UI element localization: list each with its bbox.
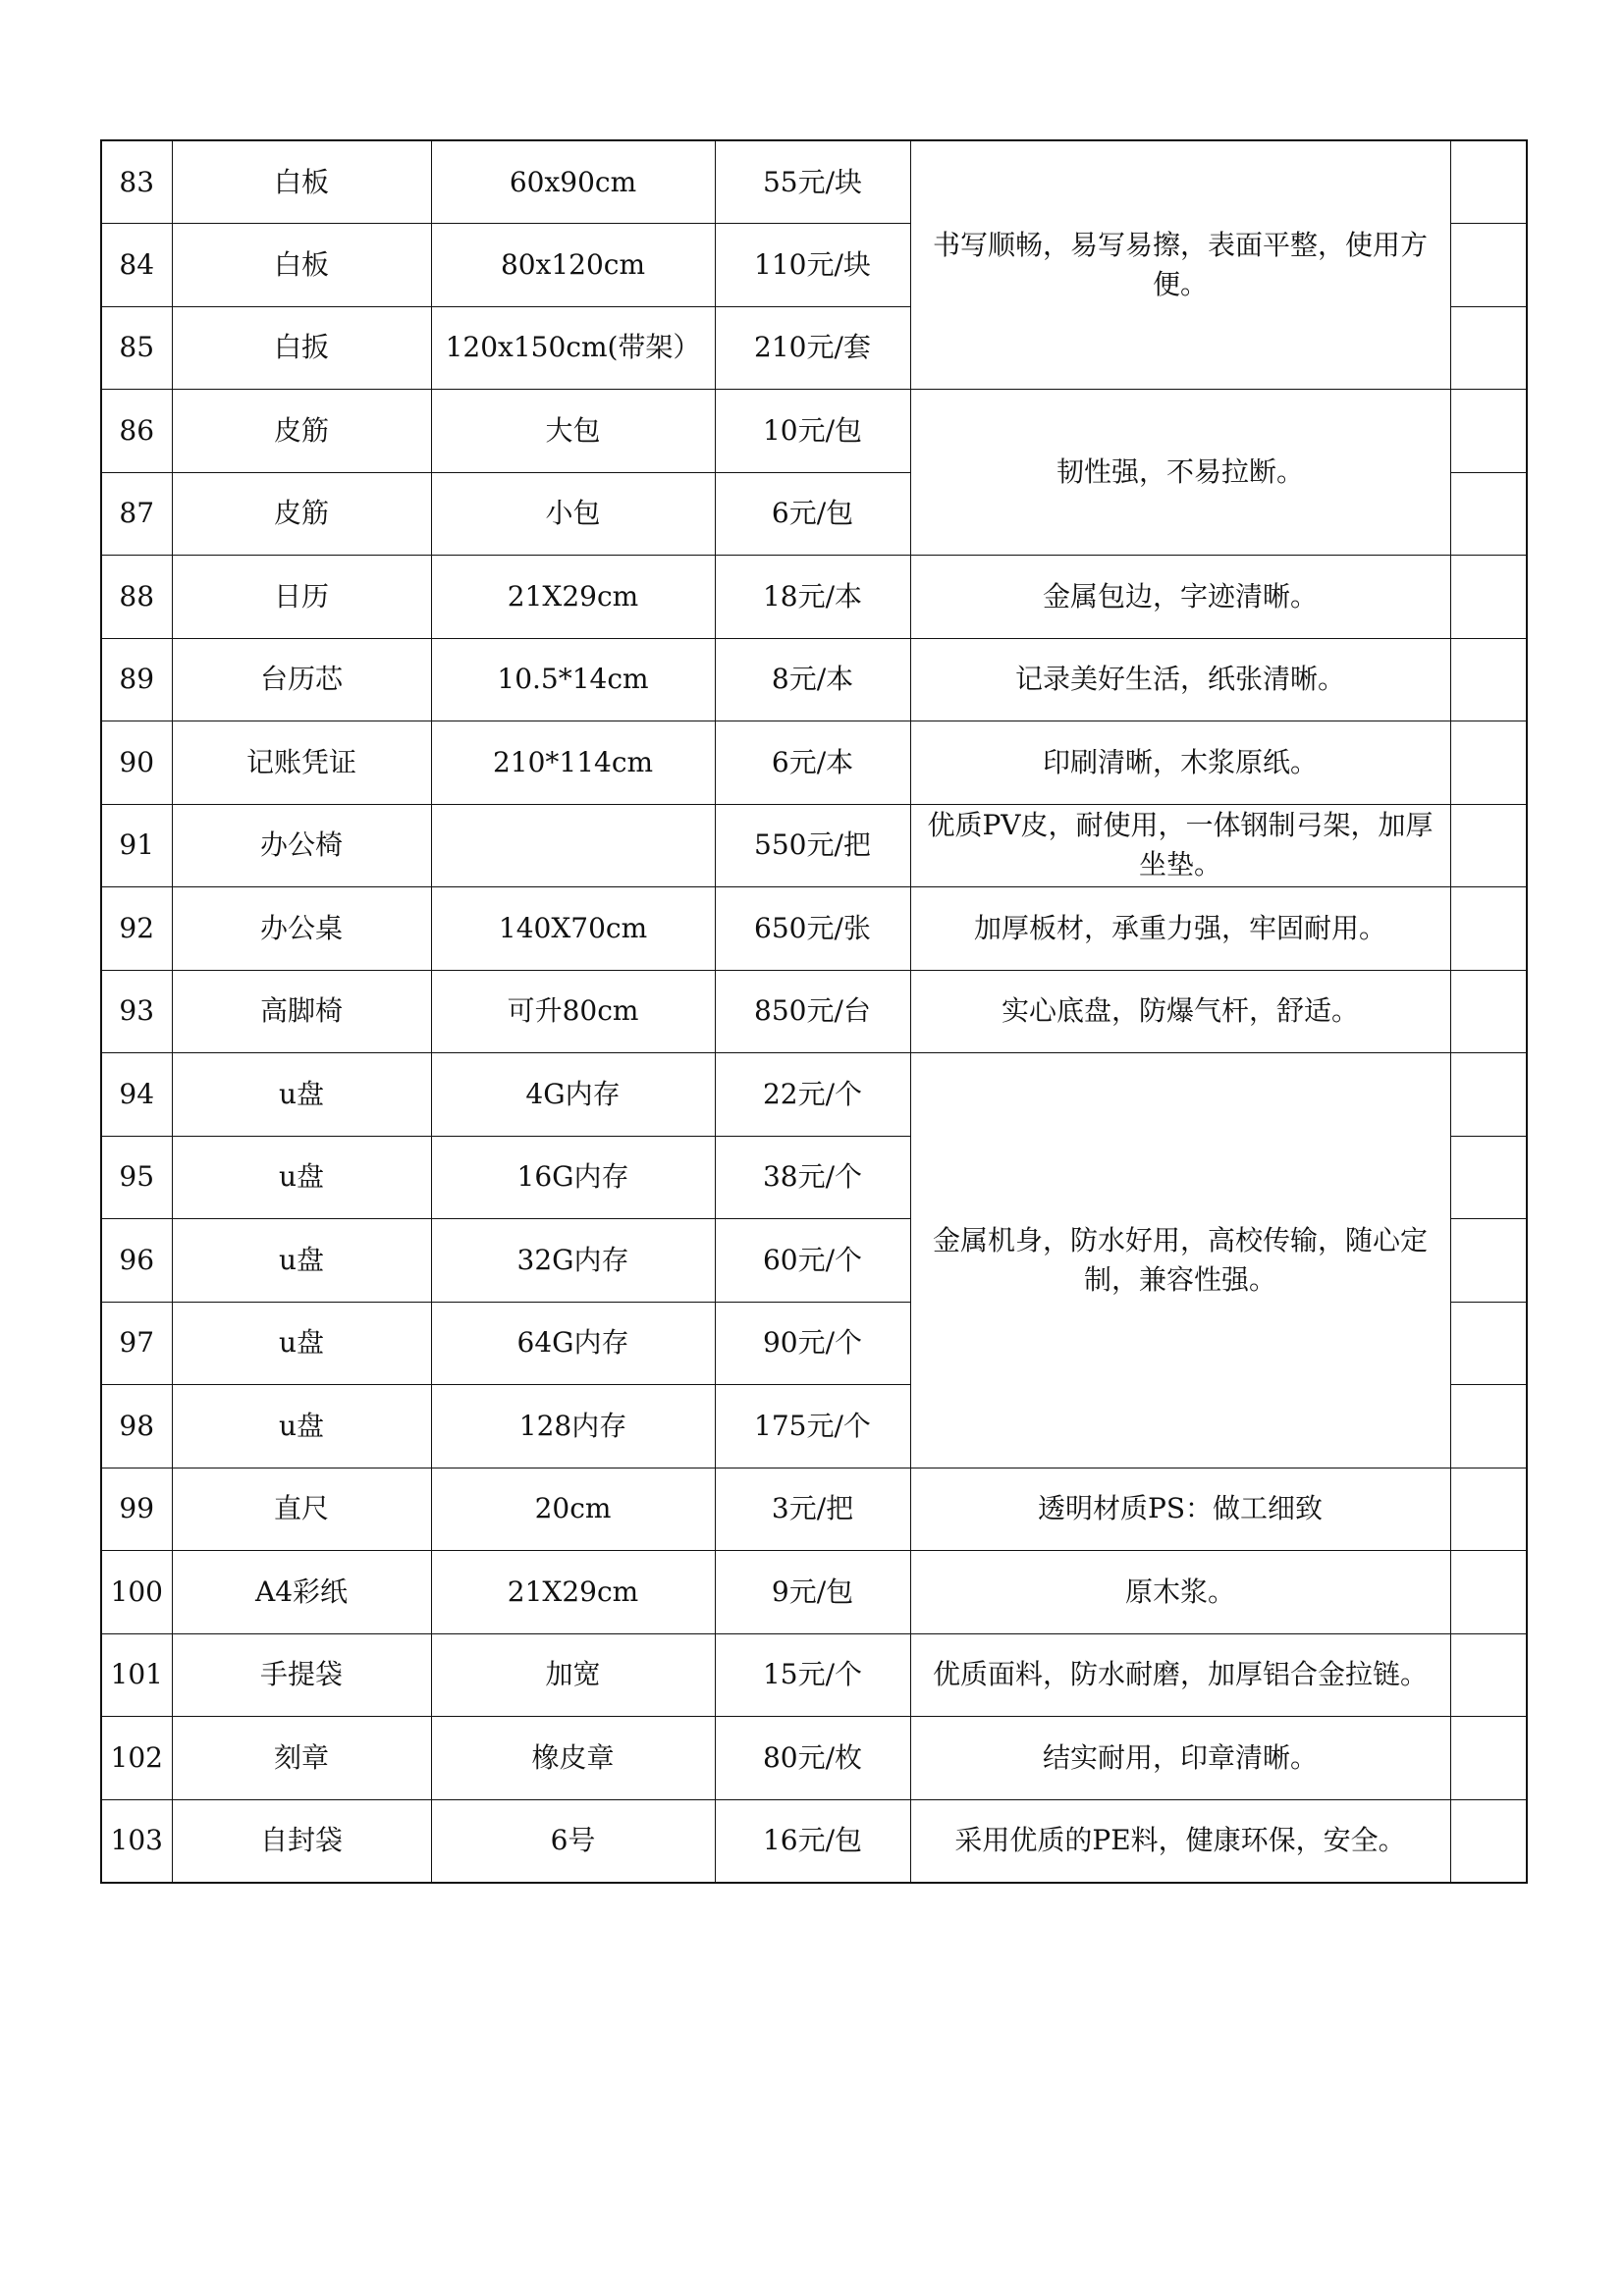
item-number: 94 [101, 1053, 172, 1137]
item-name: u盘 [172, 1385, 431, 1468]
table-row [101, 1468, 1527, 1551]
item-name: 白板 [172, 140, 431, 224]
item-description: 优质面料，防水耐磨，加厚铝合金拉链。 [910, 1633, 1450, 1717]
item-name: 皮筋 [172, 472, 431, 556]
item-spec: 60x90cm [431, 140, 715, 224]
item-spec: 64G内存 [431, 1302, 715, 1385]
blank-cell [1450, 1385, 1527, 1468]
blank-cell [1450, 472, 1527, 556]
item-number: 103 [101, 1799, 172, 1883]
table-row [101, 556, 1527, 639]
item-price: 210元/套 [715, 306, 910, 390]
item-description: 透明材质PS：做工细致 [910, 1468, 1450, 1551]
item-description: 原木浆。 [910, 1551, 1450, 1634]
table-row [101, 1799, 1527, 1883]
blank-cell [1450, 1468, 1527, 1551]
table-row [101, 721, 1527, 805]
item-price: 38元/个 [715, 1136, 910, 1219]
item-spec: 128内存 [431, 1385, 715, 1468]
item-name: 日历 [172, 556, 431, 639]
blank-cell [1450, 556, 1527, 639]
item-description: 印刷清晰，木浆原纸。 [910, 721, 1450, 805]
blank-cell [1450, 224, 1527, 307]
item-name: 自封袋 [172, 1799, 431, 1883]
item-name: 台历芯 [172, 638, 431, 721]
blank-cell [1450, 390, 1527, 473]
item-spec: 120x150cm(带架） [431, 306, 715, 390]
item-spec: 32G内存 [431, 1219, 715, 1303]
item-name: 直尺 [172, 1468, 431, 1551]
item-spec: 80x120cm [431, 224, 715, 307]
item-number: 84 [101, 224, 172, 307]
blank-cell [1450, 306, 1527, 390]
item-number: 101 [101, 1633, 172, 1717]
blank-cell [1450, 1053, 1527, 1137]
item-description: 优质PV皮，耐使用，一体钢制弓架，加厚坐垫。 [910, 804, 1450, 887]
item-number: 97 [101, 1302, 172, 1385]
item-spec: 210*114cm [431, 721, 715, 805]
item-number: 90 [101, 721, 172, 805]
item-price: 550元/把 [715, 804, 910, 887]
table-row [101, 1053, 1527, 1137]
table-row [101, 970, 1527, 1053]
item-number: 88 [101, 556, 172, 639]
blank-cell [1450, 1717, 1527, 1800]
item-spec: 21X29cm [431, 1551, 715, 1634]
item-spec: 140X70cm [431, 887, 715, 971]
blank-cell [1450, 1219, 1527, 1303]
item-description: 采用优质的PE料，健康环保，安全。 [910, 1799, 1450, 1883]
item-name: 白板 [172, 224, 431, 307]
price-list-page [100, 139, 1526, 1884]
table-row [101, 390, 1527, 473]
table-row [101, 887, 1527, 971]
item-number: 86 [101, 390, 172, 473]
item-description: 书写顺畅，易写易擦，表面平整，使用方便。 [910, 140, 1450, 390]
blank-cell [1450, 638, 1527, 721]
item-name: 手提袋 [172, 1633, 431, 1717]
item-number: 93 [101, 970, 172, 1053]
item-spec: 橡皮章 [431, 1717, 715, 1800]
blank-cell [1450, 887, 1527, 971]
item-price: 55元/块 [715, 140, 910, 224]
item-name: 办公桌 [172, 887, 431, 971]
item-name: 办公椅 [172, 804, 431, 887]
item-number: 91 [101, 804, 172, 887]
blank-cell [1450, 1799, 1527, 1883]
product-table [100, 139, 1528, 1884]
item-name: 皮筋 [172, 390, 431, 473]
item-spec: 大包 [431, 390, 715, 473]
item-description: 记录美好生活，纸张清晰。 [910, 638, 1450, 721]
item-description: 实心底盘，防爆气杆，舒适。 [910, 970, 1450, 1053]
item-number: 95 [101, 1136, 172, 1219]
table-row [101, 1551, 1527, 1634]
item-price: 6元/包 [715, 472, 910, 556]
item-description: 金属包边，字迹清晰。 [910, 556, 1450, 639]
blank-cell [1450, 1302, 1527, 1385]
item-name: u盘 [172, 1136, 431, 1219]
table-row [101, 638, 1527, 721]
blank-cell [1450, 1136, 1527, 1219]
item-spec: 21X29cm [431, 556, 715, 639]
item-number: 99 [101, 1468, 172, 1551]
item-name: 记账凭证 [172, 721, 431, 805]
item-name: 高脚椅 [172, 970, 431, 1053]
item-number: 89 [101, 638, 172, 721]
item-spec: 16G内存 [431, 1136, 715, 1219]
item-price: 8元/本 [715, 638, 910, 721]
item-price: 3元/把 [715, 1468, 910, 1551]
item-spec: 4G内存 [431, 1053, 715, 1137]
item-name: 白扳 [172, 306, 431, 390]
item-description: 韧性强，不易拉断。 [910, 390, 1450, 556]
item-spec: 小包 [431, 472, 715, 556]
item-description: 结实耐用，印章清晰。 [910, 1717, 1450, 1800]
item-price: 110元/块 [715, 224, 910, 307]
item-spec: 6号 [431, 1799, 715, 1883]
item-number: 87 [101, 472, 172, 556]
blank-cell [1450, 140, 1527, 224]
item-price: 18元/本 [715, 556, 910, 639]
item-price: 80元/枚 [715, 1717, 910, 1800]
item-price: 60元/个 [715, 1219, 910, 1303]
item-name: A4彩纸 [172, 1551, 431, 1634]
item-price: 850元/台 [715, 970, 910, 1053]
item-number: 92 [101, 887, 172, 971]
item-description: 金属机身，防水好用，高校传输，随心定制，兼容性强。 [910, 1053, 1450, 1468]
item-price: 16元/包 [715, 1799, 910, 1883]
table-row [101, 1633, 1527, 1717]
blank-cell [1450, 970, 1527, 1053]
item-name: 刻章 [172, 1717, 431, 1800]
table-row [101, 804, 1527, 887]
item-price: 175元/个 [715, 1385, 910, 1468]
item-name: u盘 [172, 1219, 431, 1303]
item-spec: 加宽 [431, 1633, 715, 1717]
item-price: 6元/本 [715, 721, 910, 805]
item-spec: 20cm [431, 1468, 715, 1551]
item-number: 96 [101, 1219, 172, 1303]
item-price: 9元/包 [715, 1551, 910, 1634]
item-price: 15元/个 [715, 1633, 910, 1717]
blank-cell [1450, 804, 1527, 887]
item-number: 102 [101, 1717, 172, 1800]
item-number: 100 [101, 1551, 172, 1634]
item-number: 85 [101, 306, 172, 390]
item-description: 加厚板材，承重力强，牢固耐用。 [910, 887, 1450, 971]
table-row [101, 1717, 1527, 1800]
blank-cell [1450, 1551, 1527, 1634]
item-spec: 可升80cm [431, 970, 715, 1053]
item-spec: 10.5*14cm [431, 638, 715, 721]
item-number: 83 [101, 140, 172, 224]
item-name: u盘 [172, 1302, 431, 1385]
blank-cell [1450, 1633, 1527, 1717]
item-price: 22元/个 [715, 1053, 910, 1137]
item-price: 90元/个 [715, 1302, 910, 1385]
item-name: u盘 [172, 1053, 431, 1137]
item-price: 650元/张 [715, 887, 910, 971]
blank-cell [1450, 721, 1527, 805]
item-spec [431, 804, 715, 887]
table-row [101, 140, 1527, 224]
item-number: 98 [101, 1385, 172, 1468]
item-price: 10元/包 [715, 390, 910, 473]
